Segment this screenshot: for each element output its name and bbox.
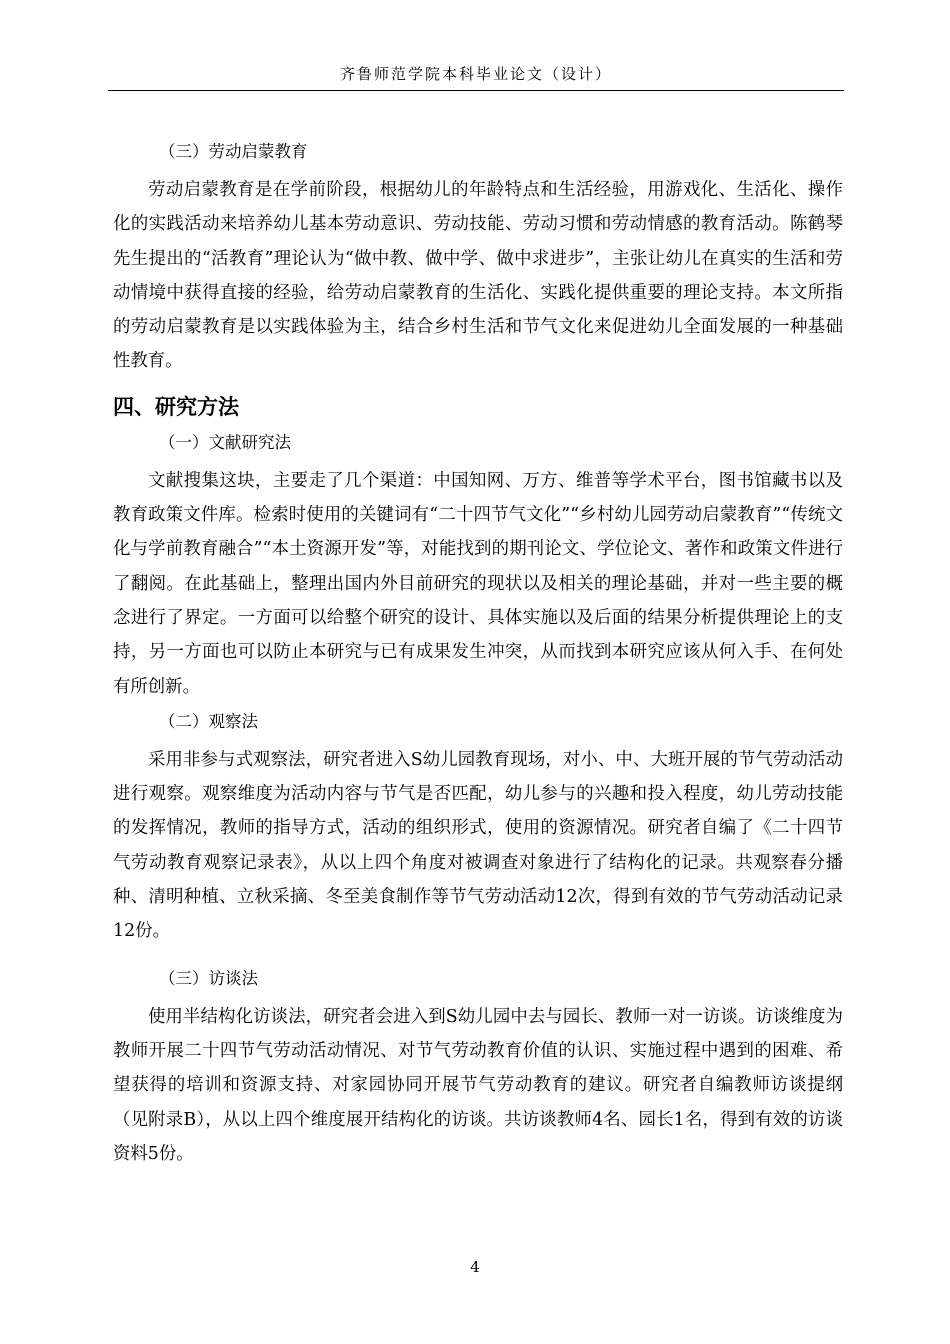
subsection-title-observation: （二）观察法 bbox=[159, 711, 258, 731]
paragraph-interview-method: 使用半结构化访谈法，研究者会进入到S幼儿园中去与园长、教师一对一访谈。访谈维度为教师开展二十四节气劳动活动情况、对节气劳动教育价值的认识、实施过程中遇到的困难、希望获得的培训和资源支持、对家园协同开展节气劳动教育的建议。研究者自编教师访谈提纲（见附录B），从以上四个维度展开结构化的访谈。共访谈教师4名、园长1名，得到有效的访谈资料5份。 bbox=[113, 1006, 843, 1164]
subsection-title-literature: （一）文献研究法 bbox=[159, 432, 291, 452]
page-number: 4 bbox=[470, 1258, 480, 1276]
section-heading-research-methods: 四、研究方法 bbox=[113, 394, 239, 419]
body-text bbox=[113, 134, 843, 1171]
paragraph-observation-method: 采用非参与式观察法，研究者进入S幼儿园教育现场，对小、中、大班开展的节气劳动活动进行观察。观察维度为活动内容与节气是否匹配，幼儿参与的兴趣和投入程度，幼儿劳动技能的发挥情况，教师的指导方式，活动的组织形式，使用的资源情况。研究者自编了《二十四节气劳动教育观察记录表》，从以上四个角度对被调查对象进行了结构化的记录。共观察春分播种、清明种植、立秋采摘、冬至美食制作等节气劳动活动12次，得到有效的节气劳动活动记录12份。 bbox=[113, 749, 843, 942]
running-header: 齐鲁师范学院本科毕业论文（设计） bbox=[339, 65, 612, 83]
paragraph-literature-method: 文献搜集这块，主要走了几个渠道：中国知网、万方、维普等学术平台，图书馆藏书以及教育政策文件库。检索时使用的关键词有“二十四节气文化”“乡村幼儿园劳动启蒙教育”“传统文化与学前教育融合”“本土资源开发”等，对能找到的期刊论文、学位论文、著作和政策文件进行了翻阅。在此基础上，整理出国内外目前研究的现状以及相关的理论基础，并对一些主要的概念进行了界定。一方面可以给整个研究的设计、具体实施以及后面的结果分析提供理论上的支持，另一方面也可以防止本研究与已有成果发生冲突，从而找到本研究应该从何入手、在何处有所创新。 bbox=[113, 470, 843, 697]
subsection-title-interview: （三）访谈法 bbox=[159, 968, 258, 988]
subsection-title-labor-enlightenment: （三）劳动启蒙教育 bbox=[159, 142, 308, 161]
header-divider bbox=[108, 90, 844, 91]
paragraph-labor-enlightenment: 劳动启蒙教育是在学前阶段，根据幼儿的年龄特点和生活经验，用游戏化、生活化、操作化的实践活动来培养幼儿基本劳动意识、劳动技能、劳动习惯和劳动情感的教育活动。陈鹤琴先生提出的“活教育”理论认为“做中教、做中学、做中求进步”，主张让幼儿在真实的生活和劳动情境中获得直接的经验，给劳动启蒙教育的生活化、实践化提供重要的理论支持。本文所指的劳动启蒙教育是以实践体验为主，结合乡村生活和节气文化来促进幼儿全面发展的一种基础性教育。 bbox=[113, 180, 843, 372]
